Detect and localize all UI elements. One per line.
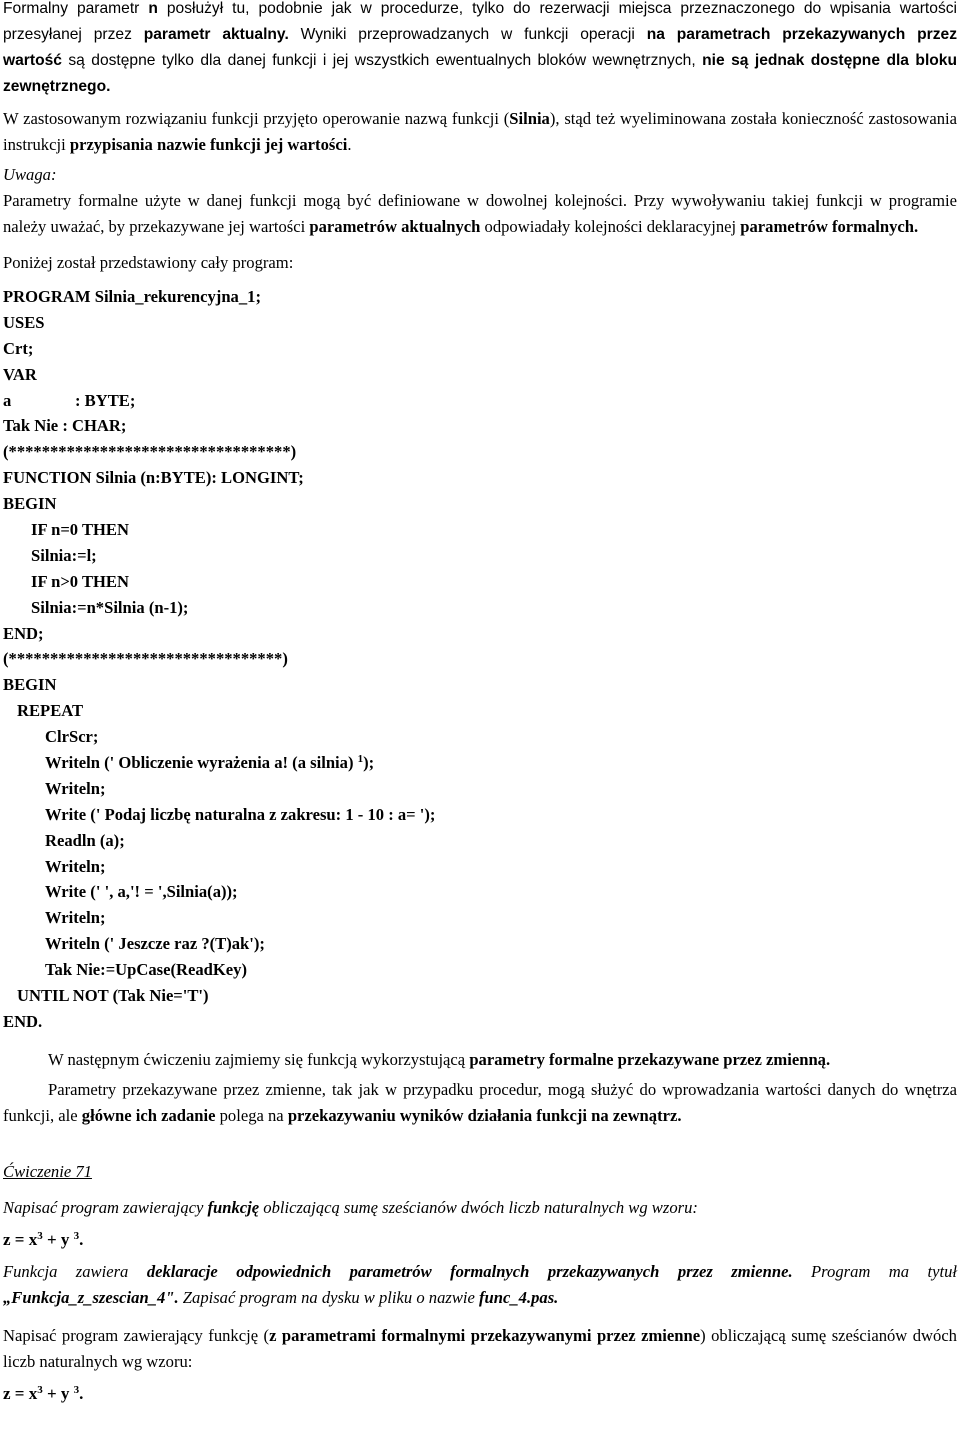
code-line: REPEAT <box>17 701 84 721</box>
text: posłużył tu, podobnie jak w procedurze, tylko do rezerwacji miejsca przeznaczonego do wpisania wartości przesyłanej przez <box>3 0 957 43</box>
bold-text: przekazywaniu wyników działania funkcji na zewnątrz. <box>287 1105 682 1125</box>
text: . <box>347 135 352 154</box>
code-listing <box>3 284 957 1035</box>
text: ), stąd też wyeliminowana została konieczność zastosowania instrukcji <box>3 109 957 154</box>
code-line: PROGRAM Silnia_rekurencyjna_1; <box>3 287 261 306</box>
bold-text: przypisania nazwie funkcji jej wartości <box>69 135 348 154</box>
code-line: Tak Nie : CHAR; <box>3 416 127 436</box>
paragraph-note <box>3 188 957 240</box>
bold-text: deklaracje odpowiednich parametrów formalnych przekazywanych przez zmienne. <box>146 1261 793 1281</box>
bold-text: nie są jednak dostępne dla bloku zewnętrznego. <box>3 52 957 95</box>
text: Program ma tytuł <box>792 1261 958 1281</box>
code-line: Silnia:=l; <box>31 545 97 565</box>
formula <box>3 1381 957 1407</box>
formula-part: . <box>79 1229 84 1249</box>
text: Funkcja zawiera <box>3 1261 147 1281</box>
paragraph-program-intro: Poniżej został przedstawiony cały program: <box>3 253 294 272</box>
superscript: 3 <box>37 1229 43 1242</box>
paragraph-exercise-task <box>3 1195 957 1221</box>
text: odpowiadały kolejności deklaracyjnej <box>480 217 741 236</box>
paragraph-exercise-restated <box>3 1323 957 1375</box>
bold-text: n <box>148 0 158 17</box>
bold-text: wartość <box>3 52 62 69</box>
exercise-title: Ćwiczenie 71 <box>3 1161 92 1181</box>
text: Napisać program zawierający funkcję ( <box>3 1325 270 1345</box>
bold-text: na parametrach przekazywanych przez <box>646 26 958 43</box>
paragraph-formal-parameter <box>3 0 957 48</box>
code-line: BEGIN <box>3 675 57 695</box>
superscript: 1 <box>357 753 364 766</box>
code-token: a <box>3 390 12 410</box>
code-line: ClrScr; <box>45 727 99 747</box>
text: są dostępne tylko dla danej funkcji i jej wszystkich ewentualnych bloków wewnętrznych, <box>61 52 703 69</box>
code-line: Tak Nie:=UpCase(ReadKey) <box>45 960 247 980</box>
bold-text: func_4.pas. <box>479 1287 559 1307</box>
code-line: IF n>0 THEN <box>31 571 129 591</box>
text: obliczającą sumę sześcianów dwóch liczb naturalnych wg wzoru: <box>259 1197 698 1217</box>
formula-part: + y <box>42 1383 74 1403</box>
paragraph-function-name <box>3 106 957 158</box>
text: Parametry przekazywane przez zmienne, tak jak w przypadku procedur, mogą służyć do wprowadzania wartości danych do wnętrza funkcji, ale <box>3 1079 957 1125</box>
bold-text: parametr aktualny. <box>143 26 289 43</box>
text: Parametry formalne użyte w danej funkcji mogą być definiowane w dowolnej kolejności. <box>3 191 627 210</box>
code-line: USES <box>3 312 45 332</box>
code-line: Crt; <box>3 338 34 358</box>
text: Wyniki przeprowadzanych w funkcji operacji <box>288 26 647 43</box>
code-line: END. <box>3 1011 43 1031</box>
superscript: 3 <box>73 1383 80 1396</box>
code-line: BEGIN <box>3 494 57 514</box>
bold-text: główne ich zadanie <box>81 1105 216 1125</box>
text: ) obliczającą sumę sześcianów dwóch liczb naturalnych wg wzoru: <box>3 1325 957 1371</box>
code-line: END; <box>3 623 44 643</box>
formula-part: z = x <box>3 1383 38 1403</box>
text: W następnym ćwiczeniu zajmiemy się funkcją wykorzystującą <box>48 1049 470 1069</box>
code-line: FUNCTION Silnia (n:BYTE): LONGINT; <box>3 468 304 488</box>
paragraph-exercise-details <box>3 1259 957 1311</box>
code-line: UNTIL NOT (Tak Nie='T') <box>17 986 209 1006</box>
bold-text: parametrów formalnych. <box>740 217 919 236</box>
code-line: Writeln; <box>45 856 106 876</box>
code-token: Writeln (' Obliczenie wyrażenia a! (a silnia) <box>45 753 354 773</box>
superscript: 3 <box>37 1383 43 1396</box>
code-line <box>3 388 957 414</box>
paragraph-variable-parameters <box>3 1077 957 1129</box>
code-line: IF n=0 THEN <box>31 520 129 540</box>
text: polega na <box>215 1105 288 1125</box>
code-line: Write (' ', a,'! = ',Silnia(a)); <box>45 882 238 902</box>
bold-text: „Funkcja_z_szescian_4". <box>3 1287 179 1307</box>
text: Zapisać program na dysku w pliku o nazwie <box>178 1287 480 1307</box>
code-line: VAR <box>3 364 37 384</box>
formula <box>3 1227 957 1253</box>
code-line: Silnia:=n*Silnia (n-1); <box>31 597 189 617</box>
code-line: Write (' Podaj liczbę naturalna z zakresu: 1 - 10 : a= '); <box>45 804 436 824</box>
code-line: Readln (a); <box>45 830 125 850</box>
superscript: 3 <box>73 1229 80 1242</box>
note-label: Uwaga: <box>3 165 57 184</box>
code-line: Writeln (' Jeszcze raz ?(T)ak'); <box>45 934 265 954</box>
code-line <box>3 750 957 776</box>
bold-text: funkcję <box>207 1197 260 1217</box>
code-line: Writeln; <box>45 908 106 928</box>
text: Formalny parametr <box>3 0 149 17</box>
code-token: ); <box>363 753 375 773</box>
code-line: Writeln; <box>45 778 106 798</box>
code-line: (**********************************) <box>3 442 297 462</box>
formula-part: . <box>79 1383 84 1403</box>
bold-text: parametrów aktualnych <box>309 217 481 236</box>
bold-text: Silnia <box>509 109 550 128</box>
paragraph-value-scope <box>3 48 957 100</box>
bold-text: z parametrami formalnymi przekazywanymi przez zmienne <box>269 1325 701 1345</box>
paragraph-next-exercise <box>3 1047 957 1073</box>
text: W zastosowanym rozwiązaniu funkcji przyjęto operowanie nazwą funkcji ( <box>3 109 510 128</box>
text: Przy wywoływaniu takiej funkcji w programie należy uważać, by przekazywane jej wartości <box>3 191 957 236</box>
formula-part: z = x <box>3 1229 38 1249</box>
code-line: (*********************************) <box>3 649 288 669</box>
formula-part: + y <box>42 1229 74 1249</box>
text: Napisać program zawierający <box>3 1197 208 1217</box>
code-token: : BYTE; <box>75 390 136 410</box>
bold-text: parametry formalne przekazywane przez zmienną. <box>469 1049 831 1069</box>
